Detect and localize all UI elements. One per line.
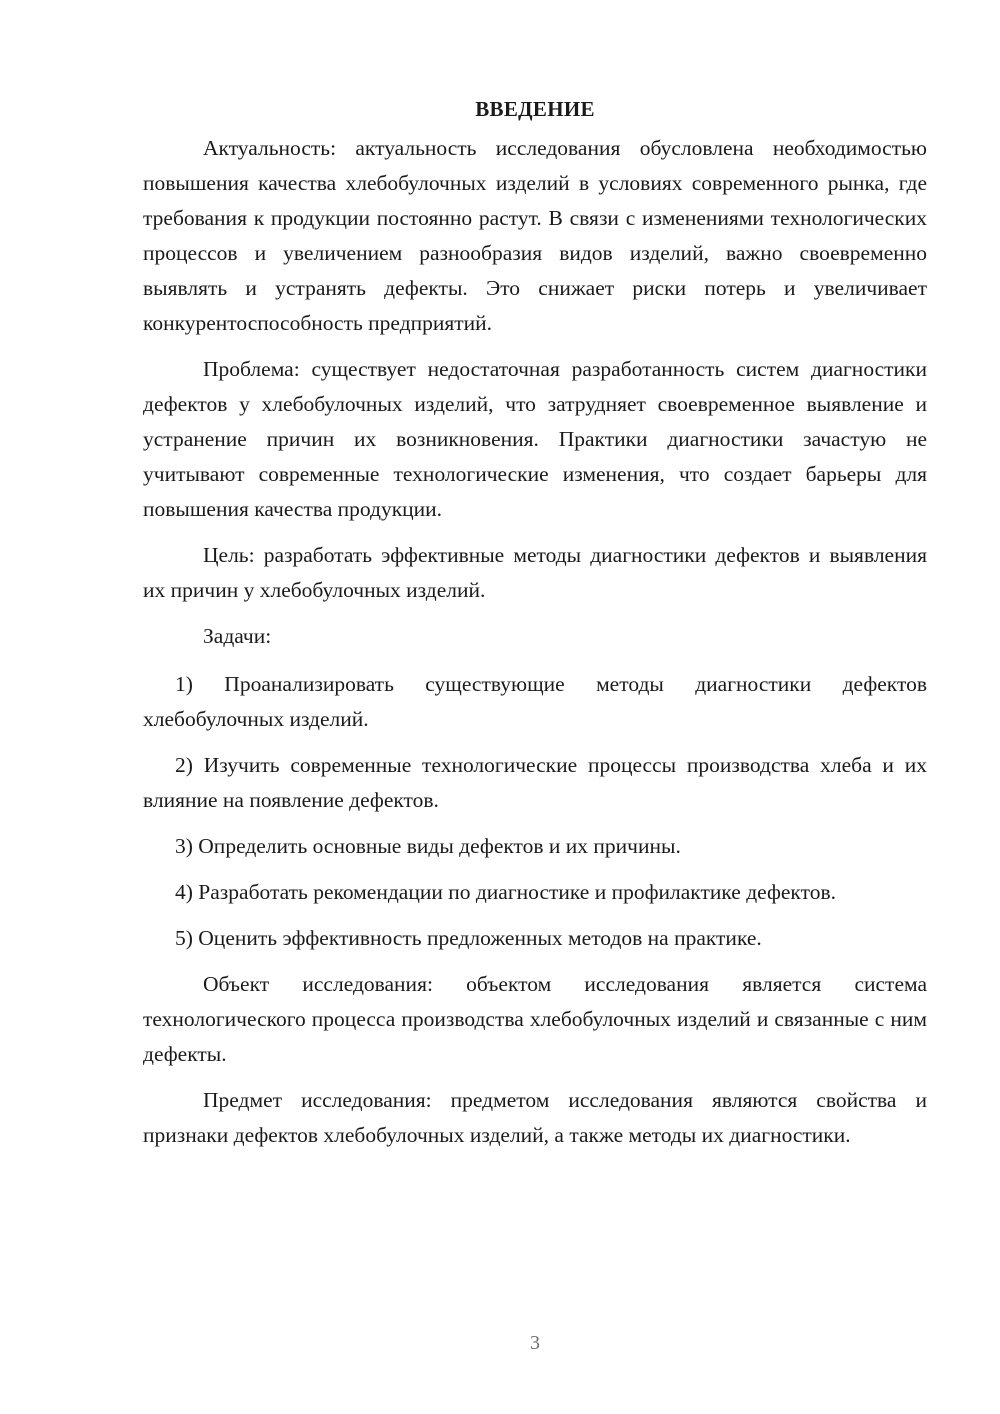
paragraph-subject: Предмет исследования: предметом исследования являются свойства и признаки дефектов хлебобулочных изделий, а также методы их диагностики. [143, 1088, 927, 1147]
paragraph-object: Объект исследования: объектом исследования является система технологического процесса производства хлебобулочных изделий и связанные с ним дефекты. [143, 972, 927, 1066]
task-item-3: 3) Определить основные виды дефектов и их причины. [175, 834, 681, 858]
paragraph-relevance: Актуальность: актуальность исследования обусловлена необходимостью повышения качества хлебобулочных изделий в условиях современного рынка, где требования к продукции постоянно растут. В связи с изменениями технологических процессов и увеличением разнообразия видов изделий, важно своевременно выявлять и устранять дефекты. Это снижает риски потерь и увеличивает конкурентоспособность предприятий. [143, 136, 927, 335]
page-number: 3 [530, 1332, 540, 1354]
task-item-5: 5) Оценить эффективность предложенных методов на практике. [175, 926, 762, 950]
section-title: ВВЕДЕНИЕ [475, 97, 595, 121]
task-item-2: 2) Изучить современные технологические процессы производства хлеба и их влияние на появление дефектов. [143, 753, 927, 812]
paragraph-tasks-heading: Задачи: [203, 624, 272, 648]
paragraph-problem: Проблема: существует недостаточная разработанность систем диагностики дефектов у хлебобулочных изделий, что затрудняет своевременное выявление и устранение причин их возникновения. Практики диагностики зачастую не учитывают современные технологические изменения, что создает барьеры для повышения качества продукции. [143, 357, 927, 521]
task-item-1: 1) Проанализировать существующие методы диагностики дефектов хлебобулочных изделий. [143, 672, 927, 731]
paragraph-goal: Цель: разработать эффективные методы диагностики дефектов и выявления их причин у хлебобулочных изделий. [143, 543, 927, 602]
task-item-4: 4) Разработать рекомендации по диагностике и профилактике дефектов. [175, 880, 836, 904]
document-page [143, 92, 927, 1164]
